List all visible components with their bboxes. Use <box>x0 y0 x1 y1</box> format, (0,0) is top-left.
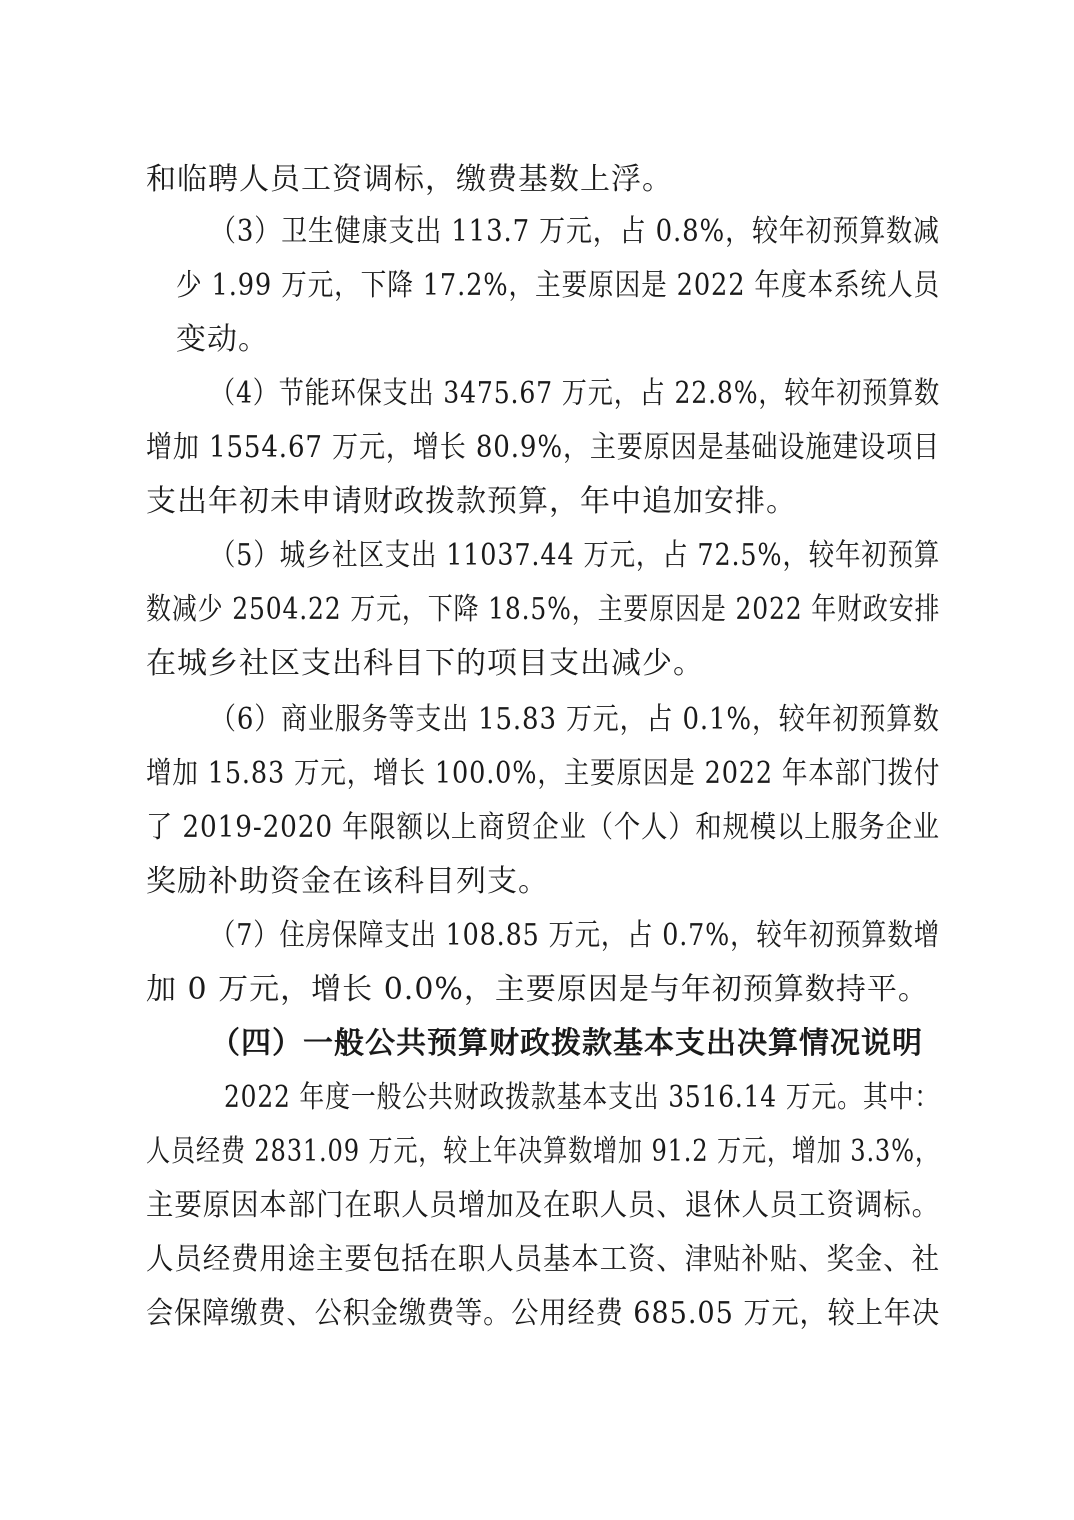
paragraph-line: 和临聘人员工资调标，缴费基数上浮。 <box>146 162 673 197</box>
paragraph-line: 加 0 万元，增长 0.0%，主要原因是与年初预算数持平。 <box>146 972 929 1007</box>
paragraph-line: 会保障缴费、公积金缴费等。公用经费 685.05 万元，较上年决 <box>146 1296 941 1331</box>
paragraph-line: 支出年初未申请财政拨款预算，年中追加安排。 <box>146 484 797 519</box>
paragraph-line: 在城乡社区支出科目下的项目支出减少。 <box>146 646 704 681</box>
paragraph-line: （3）卫生健康支出 113.7 万元，占 0.8%，较年初预算数减 <box>210 214 940 249</box>
paragraph-line: 了 2019-2020 年限额以上商贸企业（个人）和规模以上服务企业 <box>146 810 940 845</box>
paragraph-line: 变动。 <box>176 322 269 357</box>
paragraph-line: （7）住房保障支出 108.85 万元，占 0.7%，较年初预算数增 <box>210 918 940 953</box>
paragraph-line: （5）城乡社区支出 11037.44 万元，占 72.5%，较年初预算 <box>210 538 941 573</box>
paragraph-line: 主要原因本部门在职人员增加及在职人员、退休人员工资调标。 <box>146 1188 940 1223</box>
paragraph-line: 2022 年度一般公共财政拨款基本支出 3516.14 万元。其中： <box>224 1080 941 1115</box>
section-heading: （四）一般公共预算财政拨款基本支出决算情况说明 <box>210 1026 923 1061</box>
paragraph-line: 增加 15.83 万元，增长 100.0%，主要原因是 2022 年本部门拨付 <box>146 756 941 791</box>
paragraph-line: 少 1.99 万元，下降 17.2%，主要原因是 2022 年度本系统人员 <box>176 268 941 303</box>
paragraph-line: 奖励补助资金在该科目列支。 <box>146 864 549 899</box>
paragraph-line: 增加 1554.67 万元，增长 80.9%，主要原因是基础设施建设项目 <box>146 430 940 465</box>
paragraph-line: 人员经费用途主要包括在职人员基本工资、津贴补贴、奖金、社 <box>146 1242 940 1277</box>
paragraph-line: （4）节能环保支出 3475.67 万元，占 22.8%，较年初预算数 <box>210 376 941 411</box>
paragraph-line: 数减少 2504.22 万元，下降 18.5%，主要原因是 2022 年财政安排 <box>146 592 941 627</box>
paragraph-line: （6）商业服务等支出 15.83 万元，占 0.1%，较年初预算数 <box>210 702 940 737</box>
paragraph-line: 人员经费 2831.09 万元，较上年决算数增加 91.2 万元，增加 3.3%， <box>146 1134 940 1169</box>
